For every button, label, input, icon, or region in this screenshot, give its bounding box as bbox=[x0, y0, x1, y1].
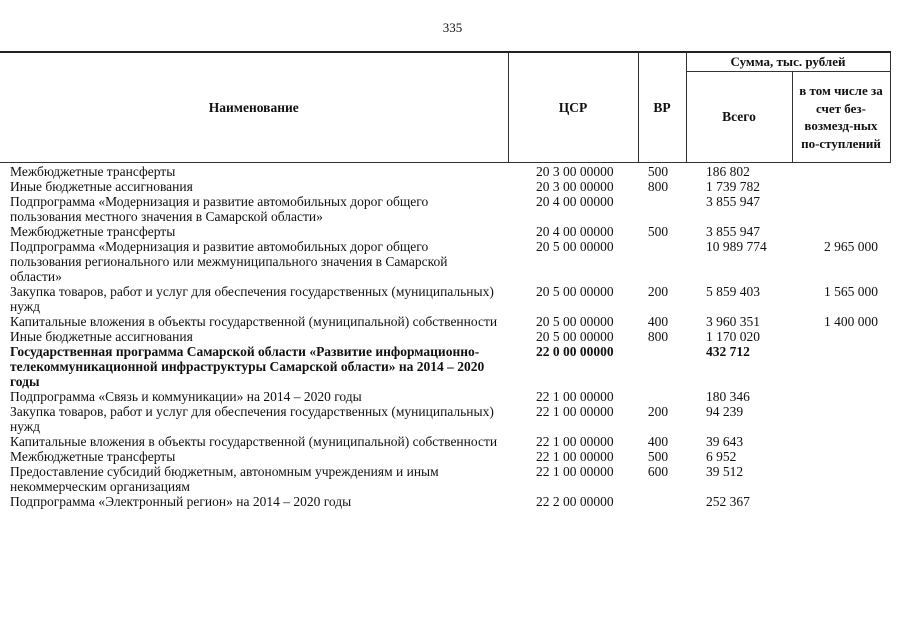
table-row bbox=[0, 179, 890, 194]
cell-vr: 800 bbox=[647, 178, 669, 194]
cell-csr: 20 3 00 00000 bbox=[536, 178, 614, 194]
table-row bbox=[0, 344, 890, 389]
cell-vr: 500 bbox=[647, 163, 669, 179]
cell-csr: 20 3 00 00000 bbox=[536, 163, 614, 179]
cell-total: 180 346 bbox=[706, 388, 750, 404]
table-row bbox=[0, 329, 890, 344]
cell-incl bbox=[792, 464, 890, 494]
cell-vr: 400 bbox=[647, 433, 669, 449]
table-row bbox=[0, 389, 890, 404]
cell-name: Иные бюджетные ассигнования bbox=[10, 178, 193, 194]
cell-csr: 22 0 00 00000 bbox=[536, 343, 614, 359]
cell-incl: 1 565 000 bbox=[824, 283, 878, 299]
budget-table bbox=[0, 51, 891, 509]
cell-csr: 22 1 00 00000 bbox=[536, 388, 614, 404]
cell-vr: 800 bbox=[647, 328, 669, 344]
cell-total: 5 859 403 bbox=[706, 283, 760, 299]
cell-csr: 20 5 00 00000 bbox=[536, 238, 614, 254]
header-total: Всего bbox=[686, 71, 792, 162]
cell-name: Иные бюджетные ассигнования bbox=[10, 328, 193, 344]
cell-total: 252 367 bbox=[706, 493, 750, 509]
cell-incl bbox=[792, 434, 890, 449]
cell-name: Закупка товаров, работ и услуг для обеспечения государственных (муниципальных) нужд bbox=[10, 403, 494, 434]
cell-csr: 22 1 00 00000 bbox=[536, 463, 614, 479]
cell-name: Капитальные вложения в объекты государственной (муниципальной) собственности bbox=[10, 433, 498, 449]
table-row bbox=[0, 284, 890, 314]
cell-name: Подпрограмма «Электронный регион» на 2014 – 2020 годы bbox=[10, 493, 352, 509]
cell-csr: 20 4 00 00000 bbox=[536, 193, 614, 209]
cell-incl bbox=[792, 404, 890, 434]
header-csr: ЦСР bbox=[508, 52, 638, 162]
cell-incl bbox=[792, 494, 890, 509]
cell-vr: 400 bbox=[647, 313, 669, 329]
cell-name: Межбюджетные трансферты bbox=[10, 448, 176, 464]
cell-vr bbox=[638, 194, 686, 224]
cell-vr bbox=[638, 389, 686, 404]
cell-vr bbox=[638, 239, 686, 284]
table-row bbox=[0, 239, 890, 284]
cell-name: Подпрограмма «Связь и коммуникации» на 2014 – 2020 годы bbox=[10, 388, 362, 404]
cell-name: Межбюджетные трансферты bbox=[10, 223, 176, 239]
cell-total: 432 712 bbox=[706, 343, 750, 359]
cell-total: 10 989 774 bbox=[706, 238, 767, 254]
table-row bbox=[0, 314, 890, 329]
cell-incl bbox=[792, 389, 890, 404]
cell-total: 1 739 782 bbox=[706, 178, 760, 194]
table-row bbox=[0, 162, 890, 179]
cell-total: 39 643 bbox=[706, 433, 744, 449]
cell-name: Подпрограмма «Модернизация и развитие автомобильных дорог общего пользования местного значения в Самарской области» bbox=[10, 193, 429, 224]
cell-incl: 1 400 000 bbox=[824, 313, 878, 329]
cell-vr: 500 bbox=[647, 448, 669, 464]
cell-csr: 20 5 00 00000 bbox=[536, 283, 614, 299]
table-row bbox=[0, 434, 890, 449]
cell-vr bbox=[638, 494, 686, 509]
cell-incl bbox=[792, 194, 890, 224]
cell-csr: 22 1 00 00000 bbox=[536, 403, 614, 419]
cell-incl bbox=[792, 329, 890, 344]
cell-incl bbox=[792, 162, 890, 179]
cell-name: Межбюджетные трансферты bbox=[10, 163, 176, 179]
table-row bbox=[0, 224, 890, 239]
header-including: в том числе за счет без-возмезд-ных по-ступлений bbox=[792, 71, 890, 162]
cell-incl bbox=[792, 449, 890, 464]
cell-name: Капитальные вложения в объекты государственной (муниципальной) собственности bbox=[10, 313, 498, 329]
table-row bbox=[0, 449, 890, 464]
cell-total: 39 512 bbox=[706, 463, 744, 479]
cell-name: Подпрограмма «Модернизация и развитие автомобильных дорог общего пользования регионального или межмуниципального значения в Самарской области» bbox=[10, 238, 448, 284]
cell-vr: 500 bbox=[647, 223, 669, 239]
cell-csr: 20 5 00 00000 bbox=[536, 313, 614, 329]
table-body bbox=[0, 162, 890, 509]
header-name: Наименование bbox=[0, 52, 508, 162]
cell-name: Государственная программа Самарской области «Развитие информационно-телекоммуникационной инфраструктуры Самарской области» на 2014 – 2020 годы bbox=[10, 343, 485, 389]
cell-total: 1 170 020 bbox=[706, 328, 760, 344]
cell-incl bbox=[792, 179, 890, 194]
cell-incl bbox=[792, 344, 890, 389]
table-row bbox=[0, 464, 890, 494]
cell-name: Закупка товаров, работ и услуг для обеспечения государственных (муниципальных) нужд bbox=[10, 283, 494, 314]
table-row bbox=[0, 404, 890, 434]
cell-total: 3 960 351 bbox=[706, 313, 760, 329]
cell-incl bbox=[792, 224, 890, 239]
cell-csr: 22 1 00 00000 bbox=[536, 433, 614, 449]
page-number: 335 bbox=[442, 20, 463, 35]
table-header bbox=[0, 52, 890, 162]
cell-csr: 20 5 00 00000 bbox=[536, 328, 614, 344]
cell-csr: 22 2 00 00000 bbox=[536, 493, 614, 509]
cell-vr bbox=[638, 344, 686, 389]
cell-total: 3 855 947 bbox=[706, 223, 760, 239]
cell-total: 3 855 947 bbox=[706, 193, 760, 209]
header-vr: ВР bbox=[638, 52, 686, 162]
cell-incl: 2 965 000 bbox=[824, 238, 878, 254]
cell-vr: 200 bbox=[647, 403, 669, 419]
cell-vr: 200 bbox=[647, 283, 669, 299]
cell-vr: 600 bbox=[647, 463, 669, 479]
cell-csr: 20 4 00 00000 bbox=[536, 223, 614, 239]
header-sum-group: Сумма, тыс. рублей bbox=[686, 52, 890, 71]
cell-total: 186 802 bbox=[706, 163, 750, 179]
cell-name: Предоставление субсидий бюджетным, автономным учреждениям и иным некоммерческим организациям bbox=[10, 463, 439, 494]
cell-total: 94 239 bbox=[706, 403, 744, 419]
table-row bbox=[0, 194, 890, 224]
cell-total: 6 952 bbox=[706, 448, 737, 464]
table-row bbox=[0, 494, 890, 509]
cell-csr: 22 1 00 00000 bbox=[536, 448, 614, 464]
